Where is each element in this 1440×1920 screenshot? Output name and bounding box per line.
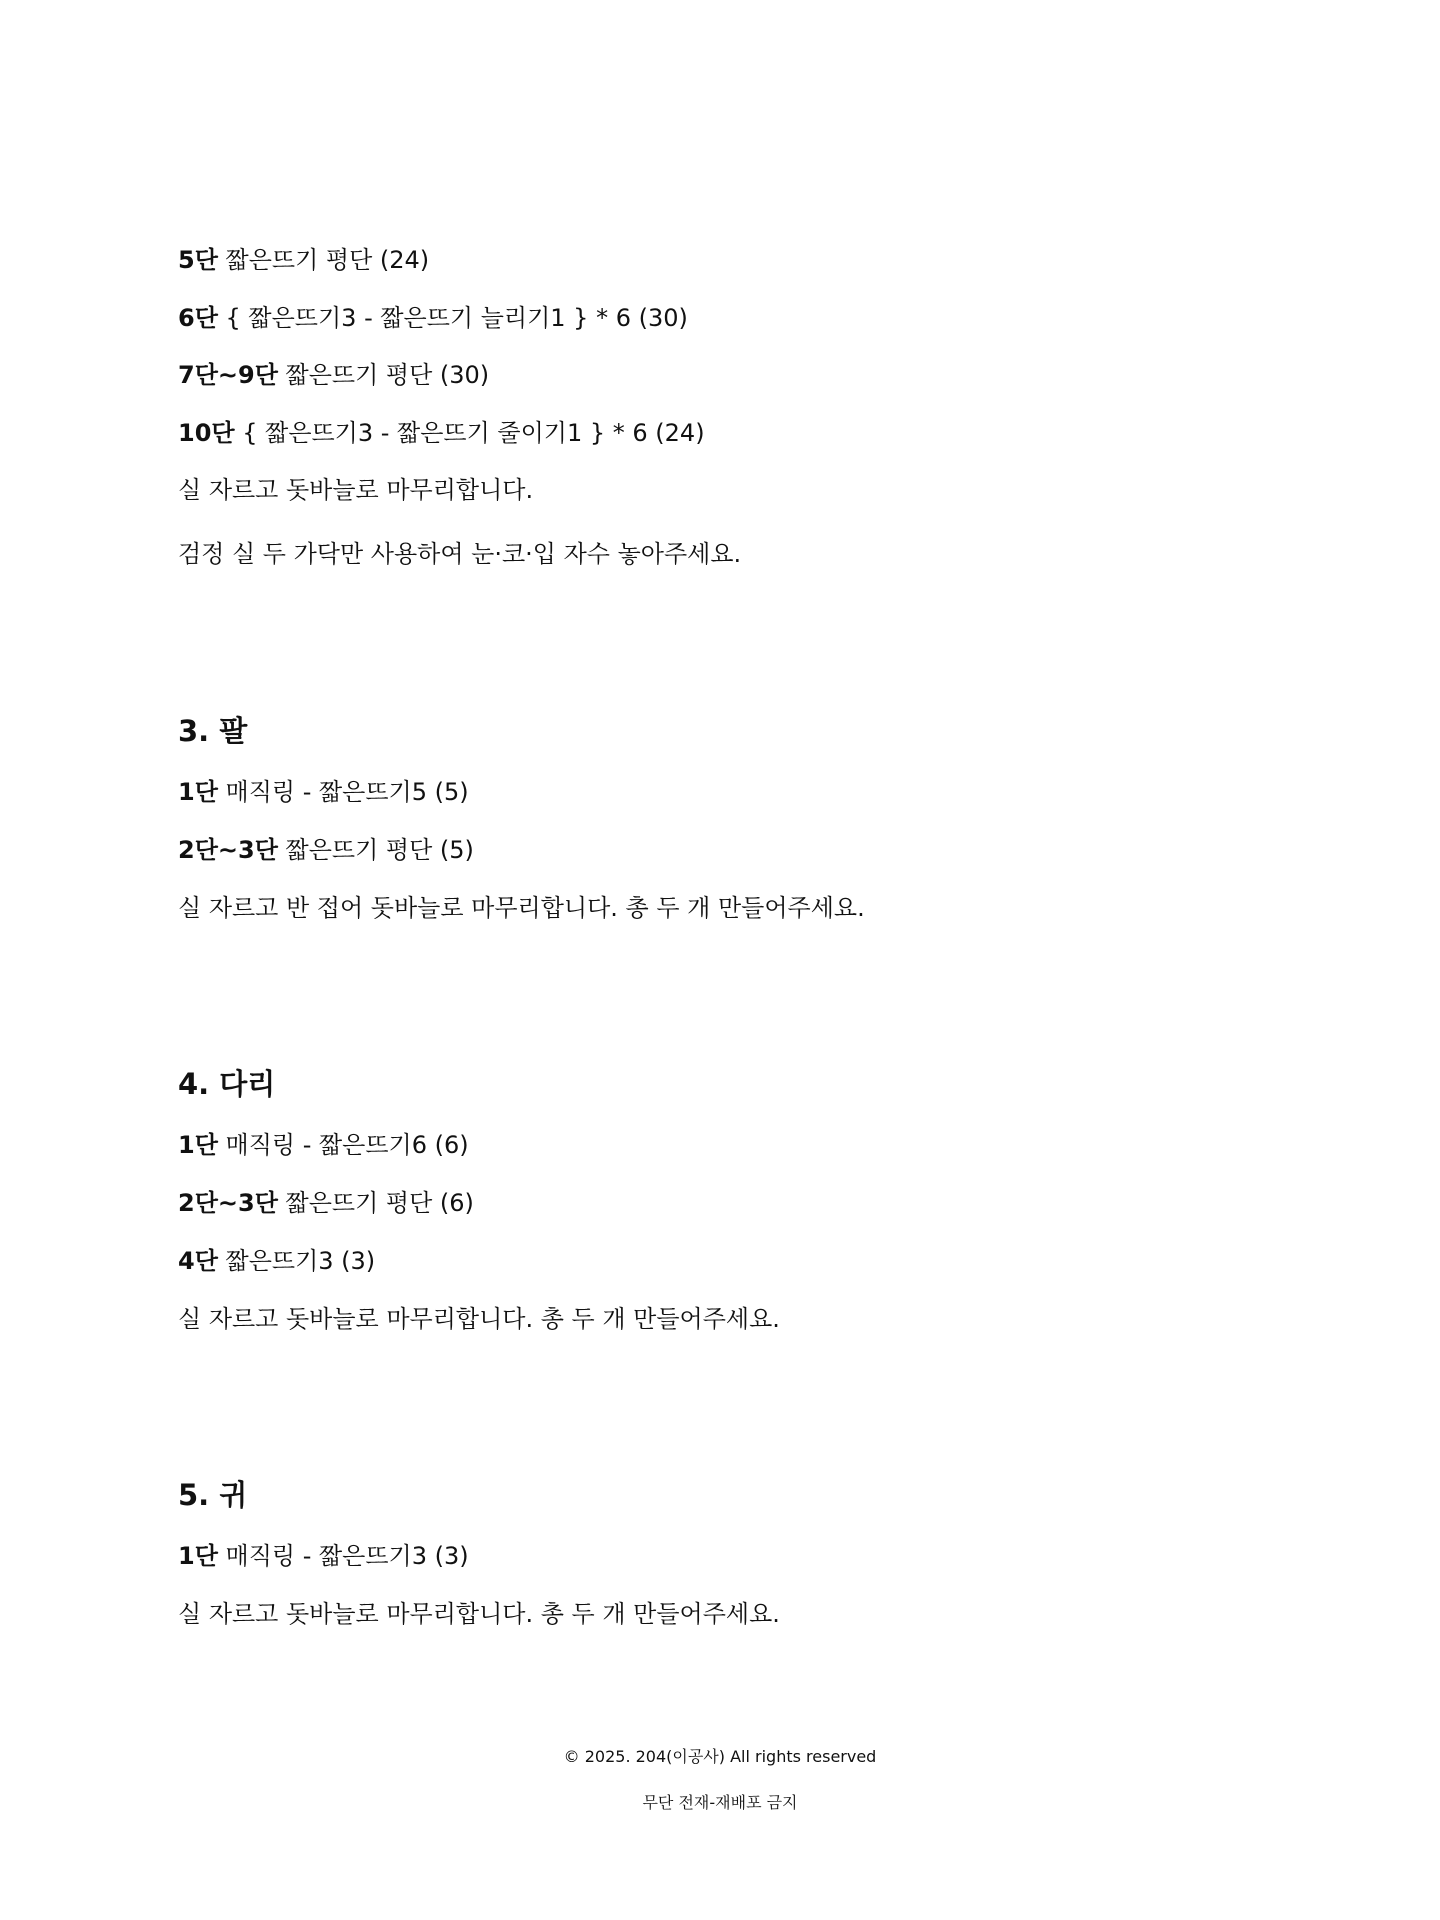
finish-note: 실 자르고 돗바늘로 마무리합니다. 총 두 개 만들어주세요. [178,1600,780,1628]
round-label: 7단~9단 [178,361,278,389]
copyright-text: © 2025. 204(이공사) All rights reserved [563,1747,877,1766]
round-row [178,1245,375,1277]
round-label: 1단 [178,1131,218,1159]
round-label: 10단 [178,419,235,447]
round-row [178,1540,469,1572]
round-instruction: 짧은뜨기 평단 (6) [285,1189,474,1217]
round-instruction: 짧은뜨기 평단 (24) [225,246,430,274]
finish-note: 실 자르고 돗바늘로 마무리합니다. 총 두 개 만들어주세요. [178,1305,780,1333]
round-label: 6단 [178,304,218,332]
round-row [178,359,489,391]
round-label: 2단~3단 [178,1189,278,1217]
redistribution-notice: 무단 전재-재배포 금지 [642,1793,798,1812]
finish-note: 실 자르고 돗바늘로 마무리합니다. [178,476,534,504]
round-label: 5단 [178,246,218,274]
finish-note: 실 자르고 반 접어 돗바늘로 마무리합니다. 총 두 개 만들어주세요. [178,894,865,922]
round-label: 2단~3단 [178,836,278,864]
round-row [178,244,429,276]
round-instruction: 매직링 - 짧은뜨기6 (6) [225,1131,469,1159]
round-row [178,1187,474,1219]
round-instruction: { 짧은뜨기3 - 짧은뜨기 줄이기1 } * 6 (24) [242,419,705,447]
round-row [178,302,688,334]
embroidery-note: 검정 실 두 가닥만 사용하여 눈·코·입 자수 놓아주세요. [178,540,742,568]
round-row [178,1129,469,1161]
round-row [178,417,705,449]
round-row [178,834,474,866]
section-title-ear: 5. 귀 [178,1478,248,1512]
round-instruction: { 짧은뜨기3 - 짧은뜨기 늘리기1 } * 6 (30) [225,304,688,332]
round-label: 1단 [178,778,218,806]
round-instruction: 짧은뜨기 평단 (30) [285,361,490,389]
round-label: 1단 [178,1542,218,1570]
round-instruction: 매직링 - 짧은뜨기3 (3) [225,1542,469,1570]
round-instruction: 매직링 - 짧은뜨기5 (5) [225,778,469,806]
round-instruction: 짧은뜨기3 (3) [225,1247,376,1275]
round-instruction: 짧은뜨기 평단 (5) [285,836,474,864]
round-label: 4단 [178,1247,218,1275]
round-row [178,776,469,808]
section-title-leg: 4. 다리 [178,1067,276,1101]
section-title-arm: 3. 팔 [178,714,248,748]
